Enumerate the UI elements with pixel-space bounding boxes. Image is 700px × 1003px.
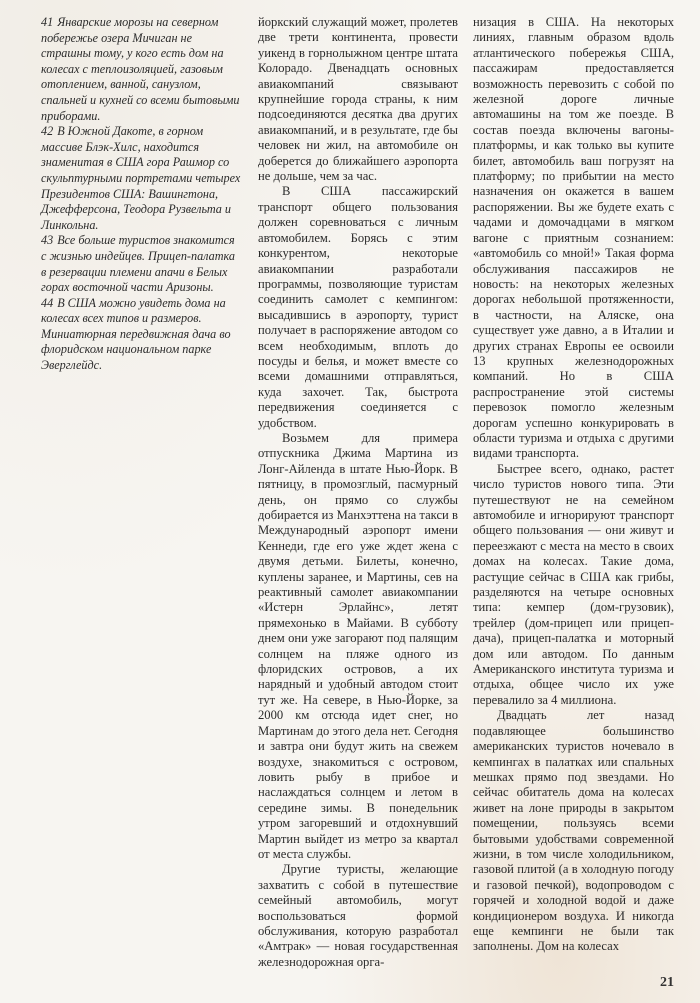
caption-number: 44 xyxy=(41,295,54,310)
caption-number: 42 xyxy=(41,124,54,139)
paragraph: В США пассажирский транспорт общего пользования должен соревноваться с личным автомобилем. Борясь с этим конкурентом, некоторые авиакомпании разработали программы, позволяющие туристам соединить самолет с кемпингом: высадившись в аэропорту, турист получает в распоряжение автодом со всем необходимым, вплоть до посуды и белья, и может вместе со всеми домашними отправляться, куда захочет. Так, быстрота передвижения соединяется с удобством. xyxy=(258,184,458,430)
photo-captions-column xyxy=(41,15,241,374)
caption-number: 43 xyxy=(41,233,54,248)
paragraph: Быстрее всего, однако, растет число туристов нового типа. Эти путешествуют не на семейном автомобиле и игнорируют транспорт общего пользования — они живут и переезжают с места на место в своих домах на колесах. Такие дома, растущие сейчас в США как грибы, разделяются на четыре основных типа: кемпер (дом-грузовик), трейлер (дом-прицеп или прицеп-дача), прицеп-палатка и моторный дом или автодом. По данным Американского института туризма и отдыха, общее число их уже перевалило за 4 миллиона. xyxy=(473,461,674,707)
paragraph: Возьмем для примера отпускника Джима Мартина из Лонг-Айленда в штате Нью-Йорк. В пятницу, в промозглый, пасмурный день, он прямо со службы добирается из Манхэттена на такси в Международный аэропорт имени Кеннеди, где его уже ждет жена с двумя детьми. Билеты, конечно, куплены заранее, и Мартины, сев на реактивный самолет авиакомпании «Истерн Эрлайнс», летят прямехонько в Майами. В субботу днем они уже загорают под палящим солнцем на пляже одного из флоридских островов, а их нарядный и удобный автодом стоит тут же. На севере, в Нью-Йорке, за 2000 км отсюда идет снег, но Мартинам до этого дела нет. Сегодня и завтра они будут жить на свежем воздухе, знакомиться с островом, ловить рыбу в прибое и наслаждаться солнцем и летом в середине зимы. В понедельник утром загоревший и отдохнувший Мартин выйдет из метро за квартал от места службы. xyxy=(258,430,458,861)
caption-text: Январские морозы на северном побережье озера Мичиган не страшны тому, у кого есть дом на колесах с теплоизоляцией, газовым отоплением, ванной, санузлом, спальней и кухней со всеми бытовыми приборами. xyxy=(41,15,240,123)
caption-41 xyxy=(41,15,241,124)
paragraph: йоркский служащий может, пролетев две трети континента, провести уикенд в горнолыжном центре штата Колорадо. Двенадцать основных авиакомпаний связывают крупнейшие города страны, к ним подсоединяются десятка два других авиакомпаний, и в результате, где бы человек ни жил, на автомобиле он доберется до ближайшего аэропорта не дольше, чем за час. xyxy=(258,15,458,184)
caption-text: Все больше туристов знакомится с жизнью индейцев. Прицеп-палатка в резервации племени апачи в Белых горах восточной части Аризоны. xyxy=(41,233,236,295)
page-number: 21 xyxy=(660,974,674,990)
article-column-right xyxy=(473,15,674,991)
caption-text: В Южной Дакоте, в горном массиве Блэк-Хилс, находится знаменитая в США гора Рашмор со скульптурными портретами четырех Президентов США: Вашингтона, Джефферсона, Теодора Рузвельта и Линкольна. xyxy=(41,124,241,232)
caption-43 xyxy=(41,233,241,295)
caption-text: В США можно увидеть дома на колесах всех типов и размеров. Миниатюрная передвижная дача во флоридском национальном парке Эверглейдс. xyxy=(41,295,231,373)
caption-number: 41 xyxy=(41,15,54,29)
paragraph: Двадцать лет назад подавляющее большинство американских туристов ночевало в кемпингах в палатках или спальных мешках прямо под звездами. Но сейчас обитатель дома на колесах живет на лоне природы в закрытом помещении, пользуясь всеми бытовыми удобствами современной жизни, в том числе холодильником, газовой плитой (а в холодную погоду и газовой печкой), водопроводом с горячей и холодной водой и даже кондиционером воздуха. И никогда еще кемпинги не были так заполнены. Дом на колесах xyxy=(473,708,674,954)
paragraph: Другие туристы, желающие захватить с собой в путешествие семейный автомобиль, могут воспользоваться формой обслуживания, которую разработал «Амтрак» — новая государственная железнодорожная орга- xyxy=(258,862,458,969)
caption-44 xyxy=(41,296,241,374)
caption-42 xyxy=(41,124,241,233)
paragraph: низация в США. На некоторых линиях, главным образом вдоль атлантического побережья США, пассажирам предоставляется возможность перевозить с собой по железной дороге личные автомашины на том же поезде. В состав поезда включены вагоны-платформы, и как только вы купите билет, автомобиль ваш погрузят на платформу; по прибытии на место назначения он окажется в вашем распоряжении. Вы же будете ехать с чадами и домочадцами в мягком вагоне с приятным сознанием: «автомобиль со мной!» Такая форма обслуживания пассажиров не новость: на некоторых железных дорогах небольшой протяженности, в частности, на Аляске, она существует уже давно, а в Италии и других странах Европы ее освоили 13 крупных железнодорожных компаний. Но в США распространение этой системы перевозок помогло железным дорогам успешно конкурировать в области туризма и отдыха с другими видами транспорта. xyxy=(473,15,674,461)
article-column-middle xyxy=(258,15,458,970)
